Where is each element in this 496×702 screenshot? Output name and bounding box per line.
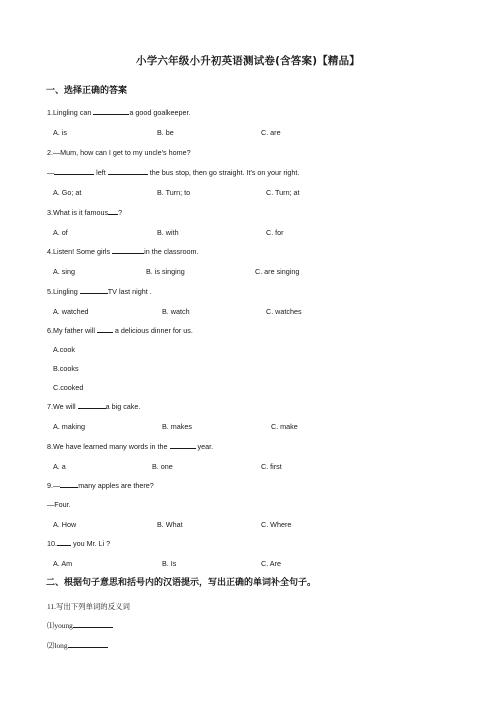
options-row-9: [0, 520, 496, 530]
option-a: A.cook: [53, 345, 75, 354]
option-b: B. with: [157, 228, 179, 237]
question-text: 7.We will: [47, 402, 78, 411]
answer-blank: [112, 247, 144, 254]
options-row-10: [0, 559, 496, 569]
question-text: 9.—: [47, 481, 61, 490]
section-heading-2: 二、根据句子意思和括号内的汉语提示，写出正确的单词补全句子。: [46, 578, 317, 588]
question-text: many apples are there?: [78, 481, 154, 490]
question-6: [47, 326, 193, 335]
question-text: ⑴young: [47, 621, 73, 630]
question-text: 1.Lingling can: [47, 108, 94, 117]
option-a: A. Go; at: [53, 188, 82, 197]
page-title: 小学六年级小升初英语测试卷(含答案)【精品】: [136, 55, 360, 67]
answer-blank: [108, 168, 148, 175]
question-text: you Mr. Li ?: [71, 539, 111, 548]
question-text: —: [47, 168, 55, 177]
question-text: 8.We have learned many words in the: [47, 442, 170, 451]
answer-blank: [60, 481, 78, 488]
option-a: A. Am: [53, 559, 73, 568]
answer-blank: [80, 287, 108, 294]
question-text: the bus stop, then go straight. It's on your right.: [147, 168, 300, 177]
options-row-7: [0, 422, 496, 432]
option-b: B. makes: [162, 422, 192, 431]
option-c: C. Are: [261, 559, 281, 568]
option-c: C. Turn; at: [266, 188, 300, 197]
question-text: 5.Lingling: [47, 287, 80, 296]
question-11-item-1: [47, 620, 113, 631]
option-b: B. Turn; to: [157, 188, 191, 197]
question-9: [47, 481, 154, 490]
answer-blank: [57, 539, 71, 546]
option-b: B. watch: [162, 307, 190, 316]
answer-blank: [93, 108, 129, 115]
question-text: year.: [195, 442, 214, 451]
question-1: [47, 108, 191, 117]
question-5: [47, 287, 152, 296]
option-c: C. first: [261, 462, 282, 471]
option-b: B. is singing: [146, 267, 185, 276]
options-row-8: [0, 462, 496, 472]
options-row-3: [0, 228, 496, 238]
option-c: C. are singing: [255, 267, 300, 276]
question-text: TV last night .: [107, 287, 152, 296]
option-c: C.cooked: [53, 383, 84, 392]
question-text: 10.: [47, 539, 57, 548]
question-10: [47, 539, 110, 548]
question-2-answer-line: [47, 168, 299, 177]
option-a: A. of: [53, 228, 68, 237]
options-row-5: [0, 307, 496, 317]
option-b: B.cooks: [53, 364, 79, 373]
option-a: A. is: [53, 128, 67, 137]
question-text: 6.My father will: [47, 326, 97, 335]
option-c: C. for: [266, 228, 284, 237]
options-row-4: [0, 267, 496, 277]
option-b: B. Is: [162, 559, 177, 568]
question-text: ⑵long: [47, 641, 68, 650]
answer-blank: [73, 621, 113, 628]
option-c: C. are: [261, 128, 281, 137]
question-3: [47, 208, 122, 217]
question-2: 2.—Mum, how can I get to my uncle's home?: [47, 148, 191, 157]
answer-blank: [170, 442, 196, 449]
option-a: A. watched: [53, 307, 89, 316]
option-b: B. be: [157, 128, 174, 137]
option-a: A. making: [53, 422, 85, 431]
question-text: ?: [118, 208, 123, 217]
answer-blank: [108, 208, 118, 215]
question-text: 4.Listen! Some girls: [47, 247, 113, 256]
question-11: 11.写出下列单词的反义词: [47, 602, 130, 611]
option-a: A. How: [53, 520, 77, 529]
question-text: left: [94, 168, 108, 177]
question-text: a delicious dinner for us.: [112, 326, 193, 335]
section-heading-1: 一、选择正确的答案: [46, 86, 128, 96]
options-row-2: [0, 188, 496, 198]
options-row-1: [0, 128, 496, 138]
answer-blank: [97, 326, 113, 333]
question-11-item-2: [47, 640, 108, 651]
option-a: A. a: [53, 462, 66, 471]
question-text: a big cake.: [105, 402, 141, 411]
option-b: B. one: [152, 462, 173, 471]
question-9-answer: —Four.: [47, 500, 71, 509]
question-text: a good goalkeeper.: [129, 108, 191, 117]
question-text: 3.What is it famous: [47, 208, 109, 217]
option-c: C. watches: [266, 307, 302, 316]
question-text: in the classroom.: [144, 247, 199, 256]
question-4: [47, 247, 198, 256]
option-b: B. What: [157, 520, 183, 529]
answer-blank: [54, 168, 94, 175]
option-c: C. make: [271, 422, 298, 431]
option-c: C. Where: [261, 520, 292, 529]
question-8: [47, 442, 213, 451]
option-a: A. sing: [53, 267, 75, 276]
answer-blank: [68, 641, 108, 648]
answer-blank: [78, 402, 106, 409]
question-7: [47, 402, 140, 411]
